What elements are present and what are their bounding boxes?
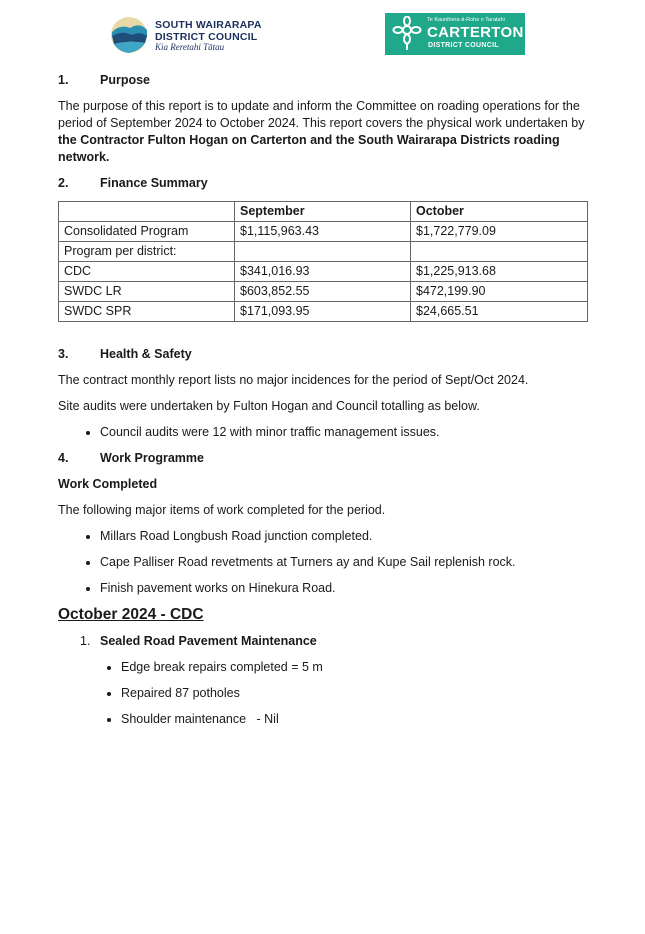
table-row bbox=[59, 262, 588, 282]
purpose-text: The purpose of this report is to update and inform the Committee on roading operations for the period of September 2024 to October 2024. This report covers the physical work undertaken by bbox=[58, 99, 585, 130]
health-bullet-list bbox=[58, 424, 588, 441]
swdc-tagline: Kia Reretahi Tātau bbox=[155, 42, 225, 52]
section-title: Finance Summary bbox=[100, 176, 208, 190]
list-item: • Finish pavement works on Hinekura Road. bbox=[100, 580, 588, 597]
list-item: • Repaired 87 potholes bbox=[121, 685, 588, 702]
health-paragraph-2: Site audits were undertaken by Fulton Hogan and Council totalling as below. bbox=[58, 399, 480, 413]
table-cell bbox=[235, 242, 411, 262]
numbered-item-heading bbox=[80, 633, 588, 650]
work-intro: The following major items of work completed for the period. bbox=[58, 503, 386, 517]
table-header-cell: October bbox=[411, 202, 588, 222]
table-cell bbox=[411, 242, 588, 262]
finance-summary-table bbox=[58, 201, 588, 322]
swdc-name-line2: DISTRICT COUNCIL bbox=[155, 30, 258, 43]
table-cell: $24,665.51 bbox=[411, 302, 588, 322]
section-number: 4. bbox=[58, 451, 69, 465]
list-item: • Council audits were 12 with minor traffic management issues. bbox=[100, 424, 588, 441]
table-row bbox=[59, 302, 588, 322]
header-logos bbox=[0, 13, 645, 57]
table-cell: Program per district: bbox=[59, 242, 235, 262]
section-title: Health & Safety bbox=[100, 347, 192, 361]
cdc-maori-name: Te Kaunihera-ā-Rohe o Taratahi bbox=[427, 17, 505, 23]
swdc-name-line1: SOUTH WAIRARAPA bbox=[155, 19, 262, 31]
table-cell: $472,199.90 bbox=[411, 282, 588, 302]
section-health-heading bbox=[58, 346, 588, 363]
list-item: • Shoulder maintenance - Nil bbox=[121, 711, 588, 728]
list-item: • Millars Road Longbush Road junction completed. bbox=[100, 528, 588, 545]
cdc-logo bbox=[385, 13, 525, 55]
october-cdc-heading: October 2024 - CDC bbox=[58, 606, 204, 623]
table-header-cell bbox=[59, 202, 235, 222]
cdc-flower-icon bbox=[391, 16, 423, 52]
swdc-emblem-icon bbox=[110, 16, 150, 54]
section-title: Purpose bbox=[100, 73, 151, 87]
table-cell: $171,093.95 bbox=[235, 302, 411, 322]
health-paragraph-1: The contract monthly report lists no major incidences for the period of Sept/Oct 2024. bbox=[58, 373, 529, 387]
table-cell: SWDC LR bbox=[59, 282, 235, 302]
table-cell: $603,852.55 bbox=[235, 282, 411, 302]
table-cell: $341,016.93 bbox=[235, 262, 411, 282]
table-cell: CDC bbox=[59, 262, 235, 282]
table-header-cell: September bbox=[235, 202, 411, 222]
table-row bbox=[59, 222, 588, 242]
table-header-row bbox=[59, 202, 588, 222]
maintenance-bullet-list bbox=[58, 659, 588, 728]
cdc-name: CARTERTON bbox=[427, 24, 524, 41]
report-body bbox=[58, 72, 588, 737]
table-cell: Consolidated Program bbox=[59, 222, 235, 242]
cdc-subtitle: DISTRICT COUNCIL bbox=[428, 42, 499, 49]
section-finance-heading bbox=[58, 175, 588, 192]
table-row bbox=[59, 282, 588, 302]
purpose-paragraph bbox=[58, 98, 588, 166]
section-number: 3. bbox=[58, 347, 69, 361]
section-work-heading bbox=[58, 450, 588, 467]
section-purpose-heading bbox=[58, 72, 588, 89]
item-number: 1. bbox=[80, 634, 91, 648]
swdc-logo bbox=[110, 16, 270, 56]
item-title: Sealed Road Pavement Maintenance bbox=[100, 634, 317, 648]
table-row bbox=[59, 242, 588, 262]
section-number: 2. bbox=[58, 176, 69, 190]
table-cell: $1,225,913.68 bbox=[411, 262, 588, 282]
table-cell: $1,115,963.43 bbox=[235, 222, 411, 242]
table-cell: $1,722,779.09 bbox=[411, 222, 588, 242]
purpose-text-bold: the Contractor Fulton Hogan on Carterton and the South Wairarapa Districts roading network. bbox=[58, 133, 560, 164]
work-bullet-list bbox=[58, 528, 588, 597]
work-completed-subheading: Work Completed bbox=[58, 477, 158, 491]
section-title: Work Programme bbox=[100, 451, 204, 465]
list-item: • Edge break repairs completed = 5 m bbox=[121, 659, 588, 676]
list-item: • Cape Palliser Road revetments at Turners ay and Kupe Sail replenish rock. bbox=[100, 554, 588, 571]
table-cell: SWDC SPR bbox=[59, 302, 235, 322]
section-number: 1. bbox=[58, 73, 69, 87]
